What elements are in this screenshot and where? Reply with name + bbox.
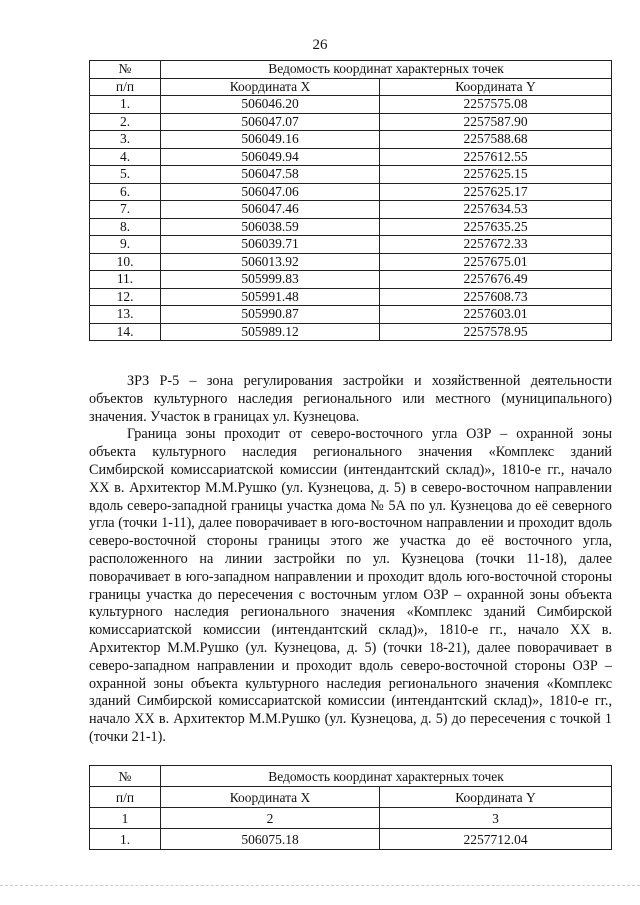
point-number-cell: 1. (90, 829, 161, 850)
table-row (90, 166, 612, 184)
table-row (90, 253, 612, 271)
column-numbers-row (90, 808, 612, 829)
table-row (90, 131, 612, 149)
coordinate-x-cell: 506047.46 (161, 201, 380, 219)
table-subheader-row (90, 78, 612, 96)
point-number-cell: 6. (90, 183, 161, 201)
column-number-cell: 3 (380, 808, 612, 829)
header-pp-cell: п/п (90, 787, 161, 808)
table-row (90, 96, 612, 114)
coordinate-y-cell: 2257603.01 (380, 306, 612, 324)
coordinate-y-cell: 2257676.49 (380, 271, 612, 289)
table-row (90, 288, 612, 306)
point-number-cell: 13. (90, 306, 161, 324)
column-number-cell: 2 (161, 808, 380, 829)
header-pp-cell: п/п (90, 78, 161, 96)
point-number-cell: 12. (90, 288, 161, 306)
table-row (90, 148, 612, 166)
point-number-cell: 5. (90, 166, 161, 184)
coordinate-x-cell: 505991.48 (161, 288, 380, 306)
header-y-cell: Координата Y (380, 787, 612, 808)
header-y-cell: Координата Y (380, 78, 612, 96)
table-row (90, 271, 612, 289)
header-number-cell: № (90, 766, 161, 787)
coordinate-x-cell: 505990.87 (161, 306, 380, 324)
coordinates-table-2 (89, 765, 612, 850)
coordinate-x-cell: 505989.12 (161, 323, 380, 341)
coordinate-y-cell: 2257635.25 (380, 218, 612, 236)
coordinate-x-cell: 506039.71 (161, 236, 380, 254)
coordinate-x-cell: 506049.94 (161, 148, 380, 166)
coordinate-x-cell: 506049.16 (161, 131, 380, 149)
header-number-cell (90, 61, 161, 79)
header-title-cell: Ведомость координат характерных точек (161, 61, 612, 79)
point-number-cell: 14. (90, 323, 161, 341)
coordinate-y-cell: 2257612.55 (380, 148, 612, 166)
coordinate-y-cell: 2257625.17 (380, 183, 612, 201)
table-row (90, 236, 612, 254)
coordinate-x-cell: 506047.07 (161, 113, 380, 131)
coordinate-y-cell: 2257608.73 (380, 288, 612, 306)
coordinate-y-cell: 2257625.15 (380, 166, 612, 184)
table-row (90, 306, 612, 324)
coordinate-y-cell: 2257712.04 (380, 829, 612, 850)
column-number-cell: 1 (90, 808, 161, 829)
table-subheader-row (90, 787, 612, 808)
point-number-cell: 8. (90, 218, 161, 236)
coordinate-x-cell: 506038.59 (161, 218, 380, 236)
coordinate-y-cell: 2257587.90 (380, 113, 612, 131)
point-number-cell: 7. (90, 201, 161, 219)
point-number-cell: 3. (90, 131, 161, 149)
coordinate-y-cell: 2257675.01 (380, 253, 612, 271)
table-row (90, 183, 612, 201)
point-number-cell: 1. (90, 96, 161, 114)
table-header-row (90, 766, 612, 787)
coordinate-x-cell: 506075.18 (161, 829, 380, 850)
coordinate-x-cell: 506047.58 (161, 166, 380, 184)
coordinate-x-cell: 506013.92 (161, 253, 380, 271)
coordinate-y-cell: 2257672.33 (380, 236, 612, 254)
header-x-cell: Координата X (161, 787, 380, 808)
coordinate-y-cell: 2257588.68 (380, 131, 612, 149)
header-x-cell: Координата X (161, 78, 380, 96)
header-number-symbol: № (118, 61, 132, 77)
coordinates-table-1 (89, 60, 612, 341)
coordinate-y-cell: 2257634.53 (380, 201, 612, 219)
zone-description (89, 373, 612, 747)
point-number-cell: 9. (90, 236, 161, 254)
point-number-cell: 2. (90, 113, 161, 131)
table-row (90, 829, 612, 850)
table-row (90, 323, 612, 341)
point-number-cell: 10. (90, 253, 161, 271)
coordinate-x-cell: 505999.83 (161, 271, 380, 289)
coordinate-x-cell: 506046.20 (161, 96, 380, 114)
table-row (90, 201, 612, 219)
coordinate-x-cell: 506047.06 (161, 183, 380, 201)
header-title-cell: Ведомость координат характерных точек (161, 766, 612, 787)
table-row (90, 218, 612, 236)
point-number-cell: 11. (90, 271, 161, 289)
boundary-paragraph: Граница зоны проходит от северо-восточного угла ОЗР – охранной зоны объекта культурного наследия регионального значения «Комплекс зданий Симбирской комиссариатской комиссии (интендантский склад)», 1810-е гг., начало XX в. Архитектор М.М.Рушко (ул. Кузнецова, д. 5) в северо-восточном направлении вдоль северо-западной границы участка дома № 5А по ул. Кузнецова до её северного угла (точки 1-11), далее поворачивает в юго-восточном направлении и проходит вдоль северо-восточной стороны границы этого же участка до её восточного угла, расположенного на линии застройки по ул. Кузнецова (точки 11-18), далее поворачивает в юго-западном направлении и проходит вдоль юго-восточной стороны границы участка до пересечения с восточным углом ОЗР – охранной зоны объекта культурного наследия регионального значения «Комплекс зданий Симбирской комиссариатской комиссии (интендантский склад)», 1810-е гг., начало XX в. Архитектор М.М.Рушко (ул. Кузнецова, д. 5) (точки 18-21), далее поворачивает в северо-западном направлении и проходит вдоль северо-восточной стороны ОЗР – охранной зоны объекта культурного наследия регионального значения «Комплекс зданий Симбирской комиссариатской комиссии (интендантский склад)», 1810-е гг., начало XX в. Архитектор М.М.Рушко (ул. Кузнецова, д. 5) до пересечения с точкой 1 (точки 21-1). (89, 426, 612, 745)
coordinate-y-cell: 2257575.08 (380, 96, 612, 114)
page-bottom-edge (0, 885, 640, 887)
page-number: 26 (312, 37, 328, 53)
table-header-row (90, 61, 612, 79)
point-number-cell: 4. (90, 148, 161, 166)
coordinate-y-cell: 2257578.95 (380, 323, 612, 341)
table-row (90, 113, 612, 131)
zone-paragraph: ЗРЗ Р-5 – зона регулирования застройки и хозяйственной деятельности объектов культурного наследия регионального или местного (муниципального) значения. Участок в границах ул. Кузнецова. (89, 373, 612, 425)
